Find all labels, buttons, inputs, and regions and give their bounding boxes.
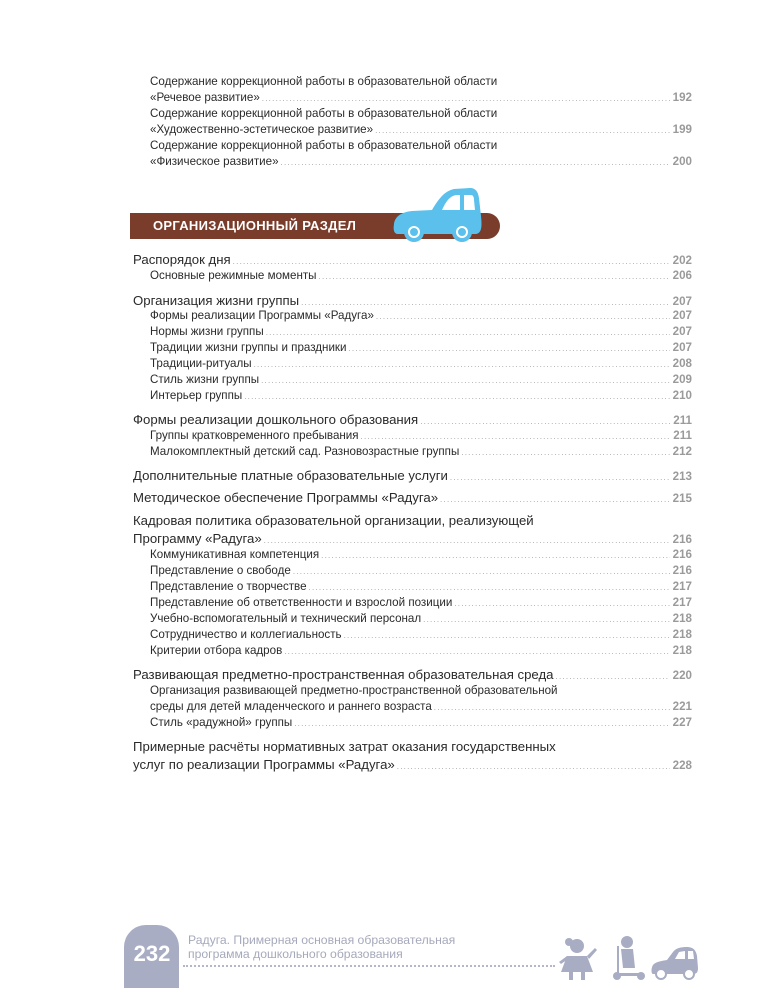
leader-dots [294,716,669,729]
toc-page-number: 212 [672,445,692,458]
toc-entry-title: Учебно-вспомогательный и технический персонал [150,612,422,625]
toc-page-number: 216 [672,548,692,561]
leader-dots [375,123,670,136]
toc-page-number: 215 [672,492,692,505]
toc-entry-title: Организация жизни группы [133,293,300,308]
toc-entry-title: Формы реализации дошкольного образования [133,412,419,427]
toc-subentry[interactable] [0,700,768,713]
section-title: ОРГАНИЗАЦИОННЫЙ РАЗДЕЛ [153,218,357,233]
toc-subentry[interactable] [0,429,768,442]
toc-entry[interactable] [0,123,768,136]
toc-entry-line: Содержание коррекционной работы в образовательной области [150,107,498,120]
toc-page-number: 216 [672,564,692,577]
toc-entry[interactable] [0,468,768,483]
toc-entry-title: Представление о свободе [150,564,291,577]
toc-entry-title: Сотрудничество и коллегиальность [150,628,342,641]
child-on-scooter-icon [613,936,645,980]
toc-subentry[interactable] [0,445,768,458]
toc-entry-title: Стиль «радужной» группы [150,716,293,729]
toc-page-number: 218 [672,644,692,657]
toc-subentry[interactable] [0,548,768,561]
car-icon [652,947,699,979]
toc-entry-title: «Физическое развитие» [150,155,279,168]
toc-page-number: 207 [672,341,692,354]
toc-entry-line: Кадровая политика образовательной организации, реализующей [133,513,534,528]
leader-dots [233,252,670,267]
toc-page-number: 218 [672,612,692,625]
toc-subentry[interactable] [0,644,768,657]
leader-dots [556,667,670,682]
toc-entry-line: Содержание коррекционной работы в образовательной области [150,75,498,88]
footer-dotted-rule [183,965,555,967]
toc-subentry[interactable] [0,325,768,338]
toc-subentry[interactable] [0,341,768,354]
leader-dots [344,628,670,641]
footer-title-line: Радуга. Примерная основная образовательная [188,933,456,947]
toc-subentry[interactable] [0,596,768,609]
toc-subentry[interactable] [0,716,768,729]
toc-page-number: 220 [672,669,692,682]
toc-page-number: 211 [673,414,692,427]
leader-dots [319,269,670,282]
toc-entry-title: Основные режимные моменты [150,269,317,282]
toc-page-number: 210 [672,389,692,402]
toc-page-number: 206 [672,269,692,282]
toc-page-number: 217 [672,596,692,609]
leader-dots [264,531,670,546]
leader-dots [450,468,670,483]
toc-page-number: 217 [672,580,692,593]
toc-entry-title: Нормы жизни группы [150,325,264,338]
toc-subentry[interactable] [0,373,768,386]
toc-entry-title: Формы реализации Программы «Радуга» [150,309,374,322]
leader-dots [284,644,669,657]
leader-dots [309,580,670,593]
toc-page-number: 227 [672,716,692,729]
toc-entry[interactable] [0,155,768,168]
toc-subentry[interactable] [0,309,768,322]
leader-dots [440,490,670,505]
toc-subentry[interactable] [0,564,768,577]
toc-entry-title: «Художественно-эстетическое развитие» [150,123,374,136]
toc-entry[interactable] [0,91,768,104]
page-number: 232 [133,941,171,966]
toc-page-number: 208 [672,357,692,370]
toc-page-number: 211 [673,429,692,442]
toc-entry-title: Стиль жизни группы [150,373,260,386]
toc-subentry[interactable] [0,580,768,593]
toc-subentry[interactable] [0,612,768,625]
toc-subentry[interactable] [0,628,768,641]
toc-entry-title: Критерии отбора кадров [150,644,283,657]
toc-entry-title: Представление об ответственности и взрослой позиции [150,596,453,609]
toc-page-number: 207 [672,309,692,322]
toc-page-number: 221 [672,700,692,713]
toc-entry-line: Примерные расчёты нормативных затрат оказания государственных [133,739,556,754]
toc-page-number: 199 [672,123,692,136]
toc-entry-title: Развивающая предметно-пространственная образовательная среда [133,667,554,682]
toc-subentry[interactable] [0,357,768,370]
leader-dots [348,341,669,354]
toc-entry-title: Малокомплектный детский сад. Разновозрастные группы [150,445,460,458]
toc-entry[interactable] [0,667,768,682]
leader-dots [454,596,669,609]
toc-entry[interactable] [0,757,768,772]
toc-entry-line: Организация развивающей предметно-пространственной образовательной [150,684,558,697]
leader-dots [266,325,670,338]
toc-page-number: 192 [672,91,692,104]
toc-entry-title: Дополнительные платные образовательные услуги [133,468,448,483]
toc-entry[interactable] [0,531,768,546]
toc-page-number: 209 [672,373,692,386]
leader-dots [361,429,671,442]
toc-entry-title: Распорядок дня [133,252,231,267]
leader-dots [461,445,669,458]
toc-page-number: 228 [672,759,692,772]
toc-subentry[interactable] [0,269,768,282]
leader-dots [376,309,670,322]
leader-dots [301,293,670,308]
toc-entry[interactable] [0,490,768,505]
toc-entry-title: Коммуникативная компетенция [150,548,320,561]
leader-dots [423,612,670,625]
girl-icon [559,938,597,980]
leader-dots [254,357,670,370]
leader-dots [321,548,670,561]
toc-entry-title: Программу «Радуга» [133,531,262,546]
leader-dots [244,389,669,402]
leader-dots [397,757,670,772]
toc-entry-title: Интерьер группы [150,389,243,402]
leader-dots [261,373,670,386]
toc-entry[interactable] [0,252,768,267]
toc-entry-title: Представление о творчестве [150,580,307,593]
toc-entry-title: Методическое обеспечение Программы «Радуга» [133,490,439,505]
toc-entry-title: Традиции-ритуалы [150,357,252,370]
footer-illustrations [555,932,700,982]
leader-dots [434,700,670,713]
toc-entry[interactable] [0,412,768,427]
leader-dots [281,155,670,168]
running-footer-title [188,933,455,961]
toc-entry[interactable] [0,293,768,308]
toc-entry-title: Группы кратковременного пребывания [150,429,359,442]
toc-entry-title: «Речевое развитие» [150,91,260,104]
toc-page-number: 213 [672,470,692,483]
toc-entry-title: среды для детей младенческого и раннего возраста [150,700,432,713]
toc-page-number: 207 [672,325,692,338]
toc-page-number: 207 [672,295,692,308]
toc-entry-line: Содержание коррекционной работы в образовательной области [150,139,498,152]
toc-entry-title: услуг по реализации Программы «Радуга» [133,757,395,772]
toc-page-number: 200 [672,155,692,168]
leader-dots [420,412,670,427]
leader-dots [293,564,670,577]
toc-subentry[interactable] [0,389,768,402]
leader-dots [262,91,670,104]
car-icon [392,186,484,242]
footer-title-line: программа дошкольного образования [188,947,403,961]
toc-page-number: 202 [672,254,692,267]
toc-page-number: 216 [672,533,692,546]
toc-entry-title: Традиции жизни группы и праздники [150,341,347,354]
toc-page-number: 218 [672,628,692,641]
